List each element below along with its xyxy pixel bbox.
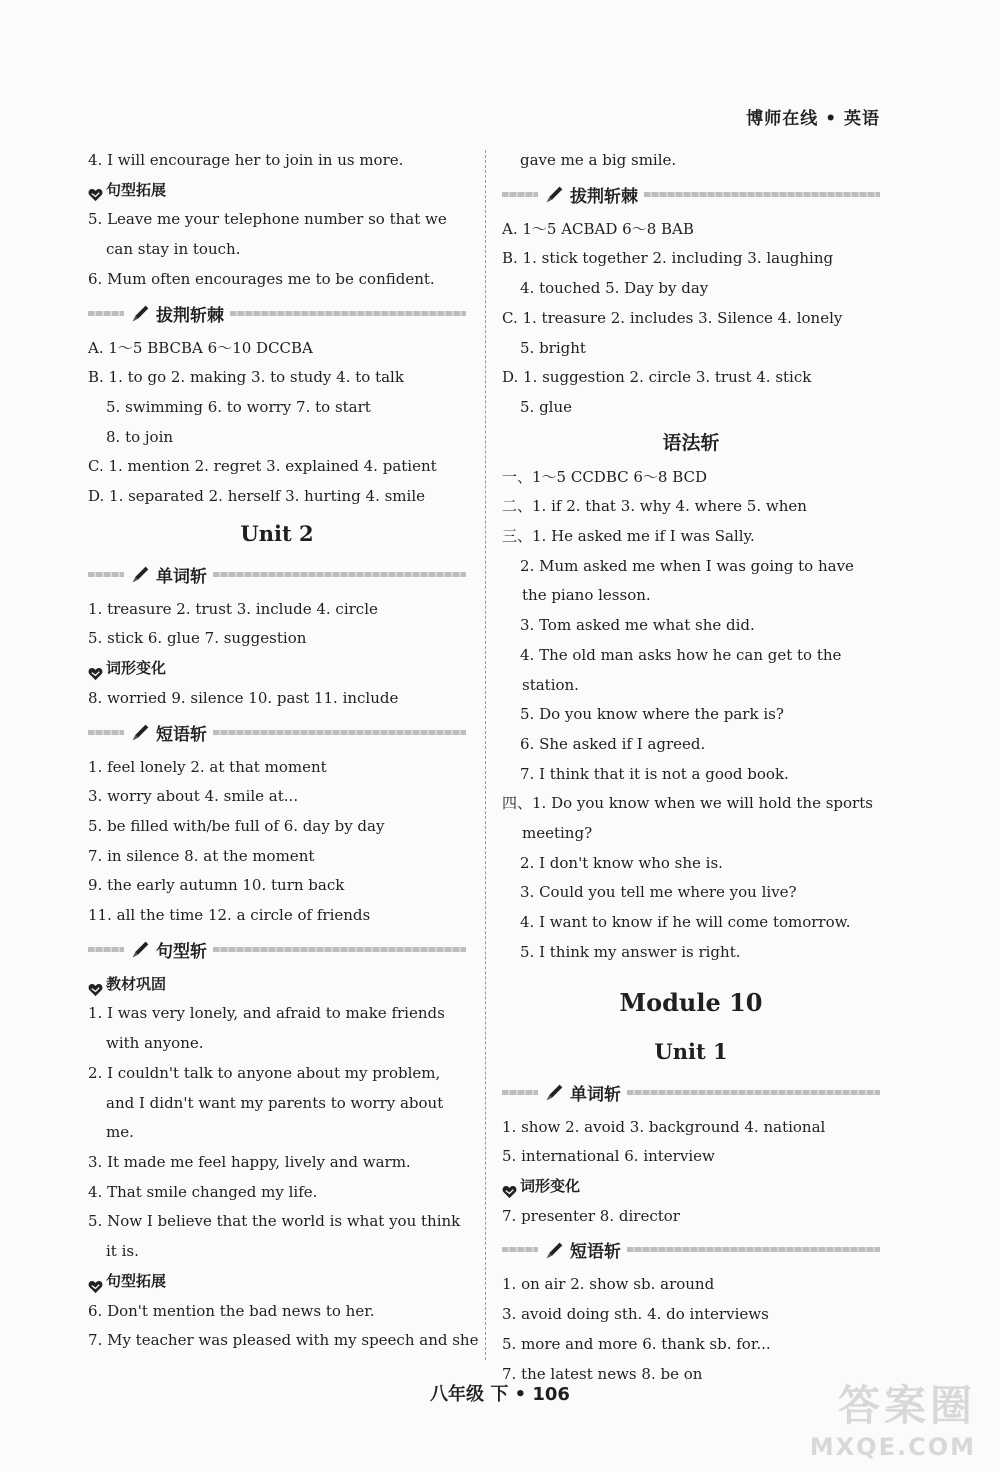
grammar-title: 语法斩 [662,431,720,454]
unit-title: Unit 2 [240,520,314,546]
section-title: 句型斩 [156,941,207,962]
section-heading [502,178,880,211]
answer-line: me. [106,1123,134,1142]
pen-icon [130,563,152,585]
section-heading [88,933,466,966]
answer-line: and I didn't want my parents to worry about [106,1093,444,1112]
pen-icon [130,721,152,743]
heart-icon [88,662,103,676]
heading-rule-right [213,947,466,952]
answer-line: B. 1. stick together 2. including 3. laughing [502,249,834,268]
subsection-heading [88,1267,466,1297]
answer-line: 5. swimming 6. to worry 7. to start [106,397,371,416]
subsection-title: 词形变化 [520,1176,581,1195]
answer-line: 1. feel lonely 2. at that moment [88,757,327,776]
answer-line: A. 1～5 ACBAD 6～8 BAB [502,219,694,238]
heading-rule-right [644,192,880,197]
page-footer: 八年级 下 • 106 [430,1384,570,1405]
answer-line: the piano lesson. [522,586,651,605]
answer-line: C. 1. mention 2. regret 3. explained 4. patient [88,457,437,476]
answer-line: 5. bright [520,338,586,357]
answer-line: 5. stick 6. glue 7. suggestion [88,629,307,648]
answer-line: 6. She asked if I agreed. [520,734,706,753]
left-column [88,146,479,1356]
pen-icon [544,183,566,205]
subsection-heading [88,176,466,206]
subsection-title: 词形变化 [106,659,167,678]
section-heading [502,1233,880,1266]
section-heading [502,1076,880,1109]
section-title: 短语斩 [570,1242,621,1263]
answer-line: A. 1～5 BBCBA 6～10 DCCBA [88,338,313,357]
heading-rule-right [627,1247,880,1252]
section-title: 短语斩 [156,724,207,745]
answer-line: 5. be filled with/be full of 6. day by day [88,816,385,835]
pen-icon [130,938,152,960]
module-title: Module 10 [619,987,763,1017]
answer-line: 1. on air 2. show sb. around [502,1275,715,1294]
answer-line: 3. avoid doing sth. 4. do interviews [502,1305,769,1324]
answer-line: 1. show 2. avoid 3. background 4. national [502,1117,826,1136]
heading-rule-left [88,572,124,577]
answer-line: 4. I want to know if he will come tomorrow. [520,913,851,932]
answer-line: B. 1. to go 2. making 3. to study 4. to talk [88,368,404,387]
running-head: 博师在线 • 英语 [746,109,880,129]
answer-line: 7. in silence 8. at the moment [88,846,315,865]
answer-line: 7. the latest news 8. be on [502,1364,703,1383]
answer-line: 5. Leave me your telephone number so that we [88,210,447,229]
answer-line: with anyone. [106,1034,204,1053]
answer-line: meeting? [522,824,593,843]
answer-line: 5. international 6. interview [502,1147,715,1166]
column-divider [485,150,486,1360]
answer-line: 3. It made me feel happy, lively and warm. [88,1152,411,1171]
subsection-heading [88,970,466,1000]
answer-line: 二、1. if 2. that 3. why 4. where 5. when [502,497,807,516]
heading-rule-left [88,730,124,735]
answer-line: 5. Do you know where the park is? [520,705,784,724]
answer-line: 四、1. Do you know when we will hold the sports [502,794,873,813]
heading-rule-left [502,1090,538,1095]
answer-line: gave me a big smile. [520,151,677,169]
answer-line: 11. all the time 12. a circle of friends [88,906,371,925]
answer-line: 6. Don't mention the bad news to her. [88,1301,375,1320]
watermark-logo-text: 答案圈 [837,1381,976,1430]
section-title: 拔荆斩棘 [156,305,224,326]
answer-line: 3. worry about 4. smile at... [88,787,299,806]
answer-line: 4. That smile changed my life. [88,1182,318,1201]
answer-line: D. 1. separated 2. herself 3. hurting 4. smile [88,487,425,506]
answer-line: 3. Tom asked me what she did. [520,616,755,635]
section-heading [88,297,466,330]
heading-rule-left [88,947,124,952]
section-title: 单词斩 [156,566,207,587]
answer-line: D. 1. suggestion 2. circle 3. trust 4. stick [502,368,812,387]
answer-line: 8. worried 9. silence 10. past 11. include [88,688,399,707]
answer-line: 6. Mum often encourages me to be confident. [88,269,435,288]
section-heading [88,558,466,591]
subsection-heading [502,1172,880,1202]
heading-rule-left [502,1247,538,1252]
answer-line: 5. more and more 6. thank sb. for... [502,1334,771,1353]
answer-line: 三、1. He asked me if I was Sally. [502,527,755,546]
answer-line: 7. presenter 8. director [502,1206,680,1225]
answer-line: 4. The old man asks how he can get to the [520,645,842,664]
pen-icon [544,1081,566,1103]
answer-line: 1. treasure 2. trust 3. include 4. circle [88,599,378,618]
answer-line: 2. Mum asked me when I was going to have [520,556,854,575]
heading-rule-left [88,311,124,316]
heading-rule-right [627,1090,880,1095]
answer-line: 1. I was very lonely, and afraid to make friends [88,1004,445,1023]
section-heading [88,716,466,749]
right-column [502,146,880,1389]
answer-line: 7. I think that it is not a good book. [520,764,789,783]
watermark-url: MXQE.COM [809,1433,976,1461]
section-title: 拔荆斩棘 [570,186,638,207]
answer-line: 4. touched 5. Day by day [520,279,709,298]
answer-line: 9. the early autumn 10. turn back [88,876,345,895]
pen-icon [544,1239,566,1261]
heading-rule-right [230,311,466,316]
answer-line: it is. [106,1242,139,1261]
heading-rule-right [213,730,466,735]
subsection-heading [88,654,466,684]
subsection-title: 句型拓展 [106,1271,167,1290]
heart-icon [88,184,103,198]
answer-line: station. [522,675,579,694]
answer-line: 5. I think my answer is right. [520,942,741,961]
subsection-title: 教材巩固 [106,974,167,993]
answer-line: 2. I couldn't talk to anyone about my problem, [88,1063,441,1082]
answer-line: 5. Now I believe that the world is what you think [88,1212,461,1231]
heart-icon [88,1275,103,1289]
answer-line: 7. My teacher was pleased with my speech and she [88,1331,479,1350]
pen-icon [130,302,152,324]
answer-line: 8. to join [106,427,174,446]
heading-rule-left [502,192,538,197]
subsection-title: 句型拓展 [106,180,167,199]
heading-rule-right [213,572,466,577]
unit-title: Unit 1 [654,1038,728,1064]
watermark [746,1373,976,1463]
answer-line: 5. glue [520,397,573,416]
section-title: 单词斩 [570,1084,621,1105]
answer-line: 3. Could you tell me where you live? [520,883,797,902]
answer-line: can stay in touch. [106,240,241,259]
answer-line: 4. I will encourage her to join in us more. [88,151,404,169]
answer-line: C. 1. treasure 2. includes 3. Silence 4. lonely [502,308,843,327]
answer-line: 一、1～5 CCDBC 6～8 BCD [502,467,708,486]
heart-icon [88,978,103,992]
answer-line: 2. I don't know who she is. [520,853,723,872]
heart-icon [502,1180,517,1194]
